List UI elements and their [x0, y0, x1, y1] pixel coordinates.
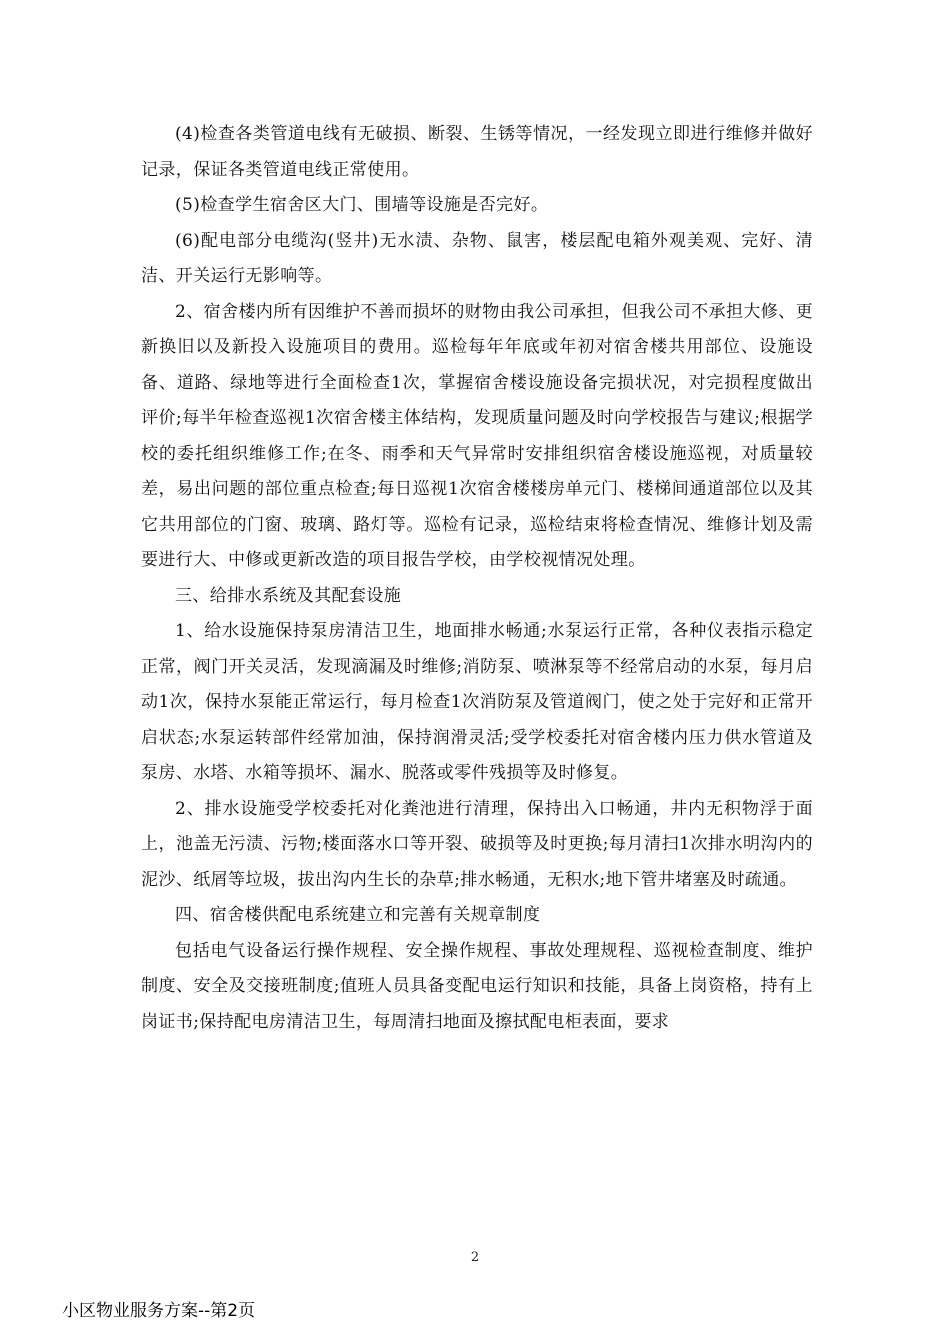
- section-heading-power-supply: 四、宿舍楼供配电系统建立和完善有关规章制度: [175, 905, 541, 925]
- paragraph-dormitory-maintenance: 2、宿舍楼内所有因维护不善而损坏的财物由我公司承担，但我公司不承担大修、更新换旧以及新投入设施项目的费用。巡检每年年底或年初对宿舍楼共用部位、设施设备、道路、绿地等进行全面检查1次，掌握宿舍楼设施设备完损状况，对完损程度做出评价;每半年检查巡视1次宿舍楼主体结构，发现质量问题及时向学校报告与建议;根据学校的委托组织维修工作;在冬、雨季和天气异常时安排组织宿舍楼设施巡视，对质量较差，易出问题的部位重点检查;每日巡视1次宿舍楼楼房单元门、楼梯间通道部位以及其它共用部位的门窗、玻璃、路灯等。巡检有记录，巡检结束将检查情况、维修计划及需要进行大、中修或更新改造的项目报告学校，由学校视情况处理。: [141, 301, 813, 570]
- paragraph-water-supply: 1、给水设施保持泵房清洁卫生，地面排水畅通;水泵运行正常，各种仪表指示稳定正常，阀门开关灵活，发现滴漏及时维修;消防泵、喷淋泵等不经常启动的水泵，每月启动1次，保持水泵能正常运行，每月检查1次消防泵及管道阀门，使之处于完好和正常开启状态;水泵运转部件经常加油，保持润滑灵活;受学校委托对宿舍楼内压力供水管道及泵房、水塔、水箱等损坏、漏水、脱落或零件残损等及时修复。: [141, 621, 813, 783]
- paragraph-inspect-gates: (5)检查学生宿舍区大门、围墙等设施是否完好。: [175, 195, 549, 215]
- paragraph-regulations: 包括电气设备运行操作规程、安全操作规程、事故处理规程、巡视检查制度、维护制度、安全及交接班制度;值班人员具备变配电运行知识和技能，具备上岗资格，持有上岗证书;保持配电房清洁卫生，每周清扫地面及擦拭配电柜表面，要求: [141, 940, 813, 1032]
- page-number: 2: [470, 1250, 480, 1265]
- document-body: [141, 117, 813, 1040]
- section-heading-water-systems: 三、给排水系统及其配套设施: [175, 585, 402, 606]
- paragraph-power-distribution: (6)配电部分电缆沟(竖井)无水渍、杂物、鼠害，楼层配电箱外观美观、完好、清洁、开关运行无影响等。: [141, 230, 813, 286]
- paragraph-drainage: 2、排水设施受学校委托对化粪池进行清理，保持出入口畅通，井内无积物浮于面上，池盖无污渍、污物;楼面落水口等开裂、破损等及时更换;每月清扫1次排水明沟内的泥沙、纸屑等垃圾，拔出沟内生长的杂草;排水畅通，无积水;地下管井堵塞及时疏通。: [141, 798, 813, 890]
- footer-label: 小区物业服务方案--第2页: [62, 1301, 256, 1321]
- paragraph-inspect-pipes: (4)检查各类管道电线有无破损、断裂、生锈等情况，一经发现立即进行维修并做好记录，保证各类管道电线正常使用。: [141, 124, 813, 180]
